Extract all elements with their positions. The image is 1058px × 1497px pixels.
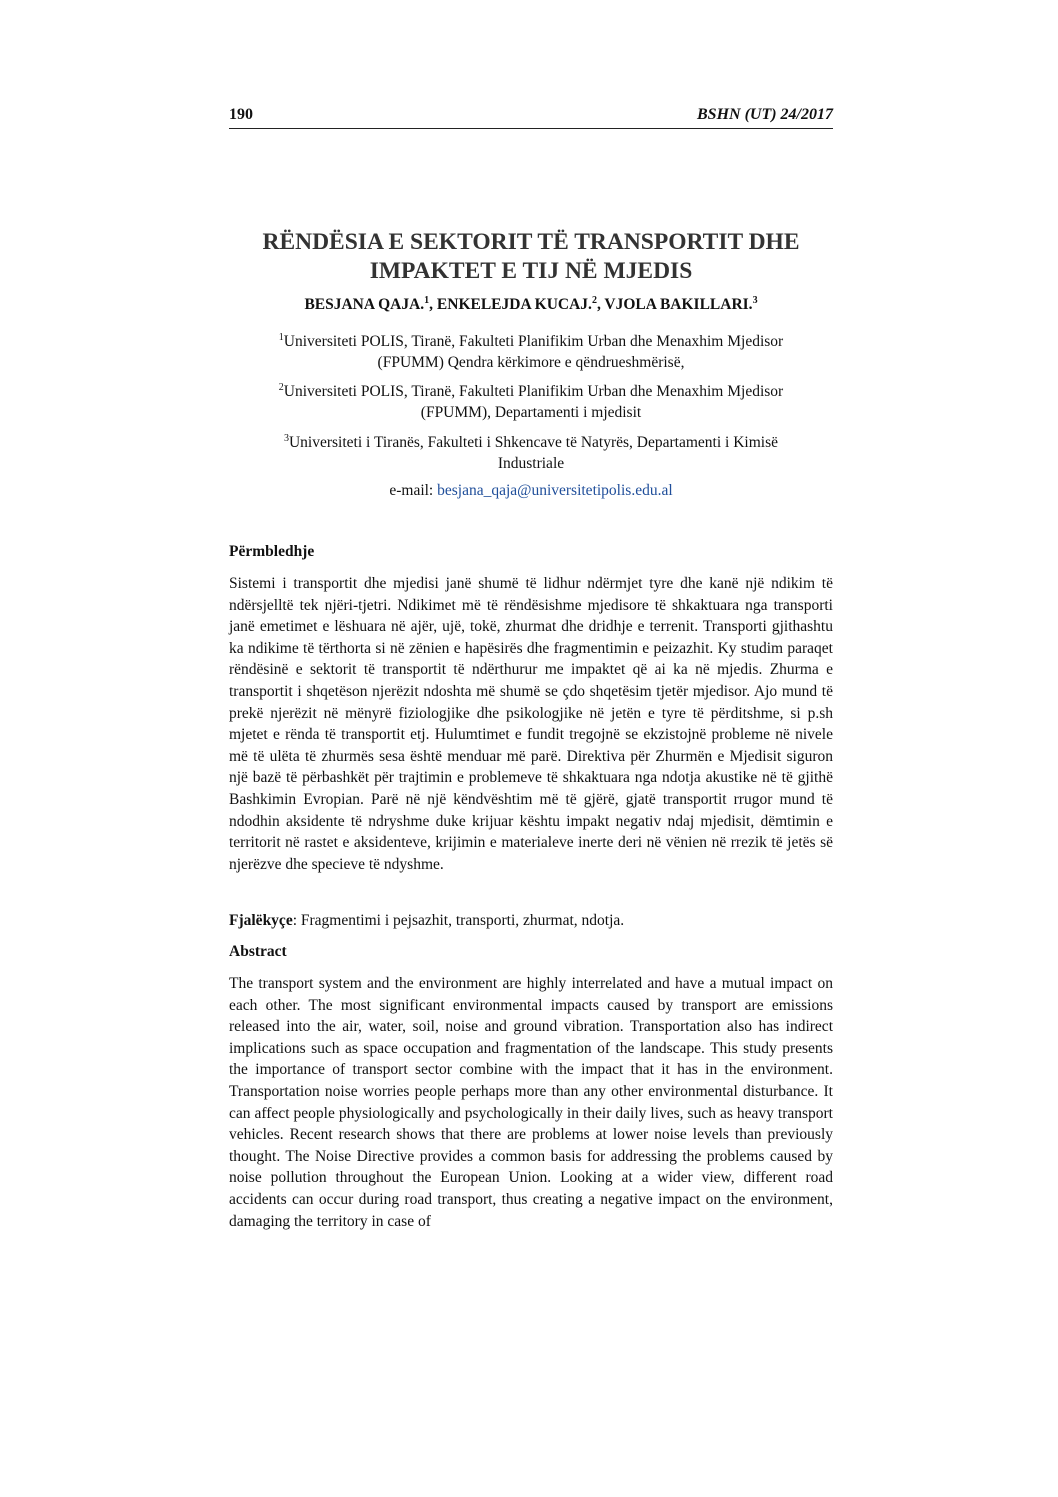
keywords	[229, 912, 833, 930]
affiliation-1-line-2: (FPUMM) Qendra kërkimore e qëndrueshmërisë,	[377, 354, 685, 372]
affiliation-2	[229, 377, 833, 423]
title-line-2: IMPAKTET E TIJ NË MJEDIS	[369, 258, 693, 284]
permbledhje-text: Sistemi i transportit dhe mjedisi janë shumë të lidhur ndërmjet tyre dhe kanë një ndikim të ndërsjelltë tek njëri-tjetri. Ndikimet më të rëndësishme mjedisore të shkaktuara nga transporti janë emetimet e lëshuara në ajër, ujë, tokë, zhurmat dhe dridhje e terrenit. Transporti gjithashtu ka ndikime të tërthorta si në zënien e hapësirës dhe fragmentimin e peizazhit. Ky studim paraqet rëndësinë e sektorit të transportit të ndërthurur me impaktet që ai ka në mjedis. Zhurma e transportit i shqetëson njerëzit ndoshta më shumë se çdo shqetësim tjetër mjedisor. Ajo mund të prekë njerëzit në mënyrë fiziologjike dhe psikologjike në jetën e tyre të përditshme, si p.sh mjetet e rënda të transportit etj. Hulumtimet e fundit tregojnë se ekzistojnë probleme në nivele më të ulëta të zhurmës sesa është menduar më parë. Direktiva për Zhurmën e Mjedisit siguron një bazë të përbashkët për trajtimin e problemeve të shkaktuara nga ndotja akustike në të gjithë Bashkimin Evropian. Parë në një këndvështim më të gjërë, gjatë transportit rrugor mund të ndodhin aksidente të ndryshme duke krijuar kështu impakt negativ ndaj mjedisit, dëmtimin e territorit në rastet e aksidenteve, krijimin e materialeve inerte deri në vënien në rrezik të jetës së njerëzve dhe specieve të ndyshme.	[229, 575, 833, 873]
affiliation-3-line-2: Industriale	[497, 455, 565, 473]
keywords-label: Fjalëkyçe	[229, 912, 293, 929]
affiliation-3-line-1: Universiteti i Tiranës, Fakulteti i Shkencave të Natyrës, Departamenti i Kimisë	[288, 434, 778, 452]
page-number: 190	[229, 106, 253, 123]
affiliation-2-line-2: (FPUMM), Departamenti i mjedisit	[420, 404, 642, 422]
author-1-sup: 1	[424, 295, 430, 306]
abstract-heading: Abstract	[229, 943, 287, 960]
affiliation-3-sup: 3	[283, 433, 289, 444]
paper-title	[229, 228, 833, 286]
journal-reference: BSHN (UT) 24/2017	[697, 106, 833, 123]
email-link[interactable]: besjana_qaja@universitetipolis.edu.al	[437, 482, 673, 499]
title-line-1: RËNDËSIA E SEKTORIT TË TRANSPORTIT DHE	[262, 229, 800, 255]
author-2: , ENKELEJDA KUCAJ.	[429, 296, 592, 314]
author-3-sup: 3	[752, 295, 758, 306]
affiliation-1-sup: 1	[278, 332, 284, 343]
affiliation-2-sup: 2	[278, 382, 284, 393]
running-header	[229, 104, 833, 129]
email-label: e-mail:	[389, 482, 434, 499]
affiliation-1-line-1: Universiteti POLIS, Tiranë, Fakulteti Planifikim Urban dhe Menaxhim Mjedisor	[283, 333, 784, 351]
affiliation-2-line-1: Universiteti POLIS, Tiranë, Fakulteti Planifikim Urban dhe Menaxhim Mjedisor	[283, 383, 784, 401]
permbledhje-heading: Përmbledhje	[229, 543, 315, 560]
abstract-text: The transport system and the environment are highly interrelated and have a mutual impact on each other. The most significant environmental impacts caused by transport are emissions released into the air, water, soil, noise and ground vibration. Transportation also has indirect implications such as space occupation and fragmentation of the landscape. This study presents the importance of transport sector combine with the impact that it has in the environment. Transportation noise worries people perhaps more than any other environmental disturbance. It can affect people physiologically and psychologically in their daily lives, such as heavy transport vehicles. Recent research shows that there are problems at lower noise levels than previously thought. The Noise Directive provides a common basis for addressing the problems caused by noise pollution throughout the European Union. Looking at a wider view, different road accidents can occur during road transport, thus creating a negative impact on the environment, damaging the territory in case of	[229, 975, 833, 1230]
author-3: , VJOLA BAKILLARI.	[596, 296, 753, 314]
keywords-text: : Fragmentimi i pejsazhit, transporti, zhurmat, ndotja.	[292, 912, 625, 929]
affiliation-3	[229, 428, 833, 474]
contact-email	[229, 482, 833, 500]
author-list	[229, 295, 833, 314]
affiliation-1	[229, 327, 833, 373]
author-1: BESJANA QAJA.	[304, 296, 425, 314]
author-2-sup: 2	[591, 295, 597, 306]
